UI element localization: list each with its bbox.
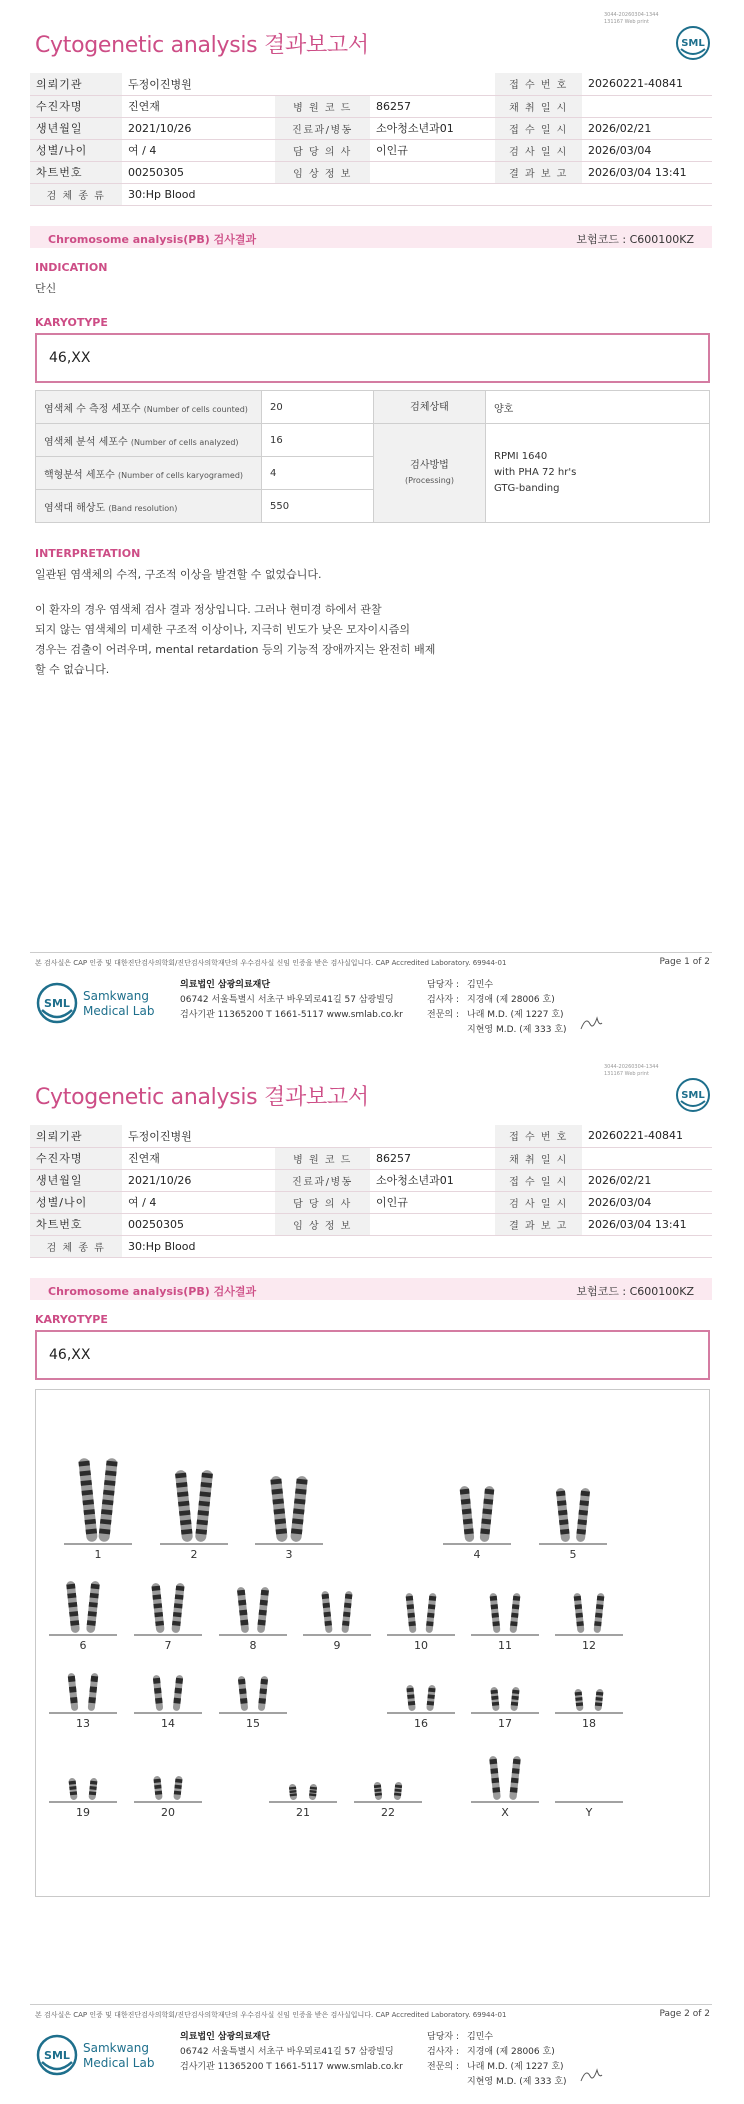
label-clinical-info: 임 상 정 보: [275, 1213, 370, 1235]
chromosome-label: 22: [381, 1806, 395, 1819]
label-collection-date: 채 취 일 시: [495, 95, 582, 117]
accreditation-note: 본 검사실은 CAP 인증 및 대한진단검사의학회/진단검사의학재단의 우수검사실 신임 인증을 받은 검사실입니다. CAP Accredited Laboratory. 69944-01: [35, 959, 507, 967]
value-result-report: 2026/03/04 13:41: [582, 161, 712, 183]
indication-text: 단신: [35, 282, 57, 295]
label-hospital-code: 병 원 코 드: [275, 95, 370, 117]
chromosome-label: Y: [585, 1806, 593, 1819]
chromosome-pair-19: [49, 1778, 117, 1819]
chromosome-pair-5: [539, 1488, 607, 1561]
label-test-date: 검 사 일 시: [495, 1191, 582, 1213]
label-birth-date: 생년월일: [30, 1169, 122, 1191]
svg-text:Medical Lab: Medical Lab: [83, 2056, 155, 2070]
value-department: 소아청소년과01: [370, 1169, 495, 1191]
table-row: [30, 1125, 712, 1147]
value-sex-age: 여 / 4: [122, 1191, 275, 1213]
label-birth-date: 생년월일: [30, 117, 122, 139]
table-row: [30, 183, 712, 205]
label-receipt-number: 접 수 번 호: [495, 1125, 582, 1147]
samkwang-logo-icon: [35, 980, 195, 1026]
label-sex-age: 성별/나이: [30, 139, 122, 161]
cells-karyogramed-label: 핵형분석 세포수 (Number of cells karyogramed): [36, 457, 262, 490]
chromosome-label: 4: [473, 1548, 481, 1561]
chromosome-label: 13: [76, 1717, 90, 1730]
interpretation-heading: INTERPRETATION: [35, 547, 141, 560]
chromosome-pair-9: [303, 1591, 371, 1652]
table-row: [30, 1213, 712, 1235]
chromosome-pair-3: [255, 1476, 323, 1561]
patient-info-table: [30, 1125, 712, 1258]
chromosome-pair-4: [443, 1486, 511, 1561]
chromosome-label: 16: [414, 1717, 428, 1730]
chromosome-pair-6: [49, 1581, 117, 1652]
print-meta: 3044-20260304-1344 131167 Web print: [604, 1064, 659, 1077]
cells-karyogramed-value: 4: [262, 457, 374, 490]
chromosome-pair-8: [219, 1587, 287, 1652]
label-chart-number: 차트번호: [30, 1213, 122, 1235]
value-chart-number: 00250305: [122, 161, 275, 183]
cell-count-table: [35, 390, 710, 523]
report-title: Cytogenetic analysis 결과보고서: [35, 33, 369, 58]
sml-logo-icon: [675, 1077, 711, 1113]
table-row: [30, 117, 712, 139]
chromosome-pair-17: [471, 1687, 539, 1730]
chromosome-label: 3: [285, 1548, 293, 1561]
label-receipt-number: 접 수 번 호: [495, 73, 582, 95]
label-department: 진료과/병동: [275, 117, 370, 139]
band-resolution-value: 550: [262, 490, 374, 523]
chromosome-pair-21: [269, 1784, 337, 1819]
interpretation-body: 이 환자의 경우 염색체 검사 결과 정상입니다. 그러나 현미경 하에서 관찰 되지 않는 염색체의 미세한 구조적 이상이나, 지극히 빈도가 낮은 모자이시즘의 경우는 검출이 어려우며, mental retardation 등의 기능적 장애까지는 완전히 배제 할 수 없습니다.: [35, 603, 436, 676]
interpretation-summary: 일관된 염색체의 수적, 구조적 이상을 발견할 수 없었습니다.: [35, 568, 322, 581]
value-birth-date: 2021/10/26: [122, 117, 275, 139]
label-hospital-code: 병 원 코 드: [275, 1147, 370, 1169]
staff-block: 담당자 : 김민수 검사자 : 지경애 (제 28006 호) 전문의 : 나래 M.D. (제 1227 호) 지현영 M.D. (제 333 호): [427, 980, 567, 1035]
chromosome-label: 21: [296, 1806, 310, 1819]
patient-info-table: [30, 73, 712, 206]
chromosome-label: 19: [76, 1806, 90, 1819]
staff-block: 담당자 : 김민수 검사자 : 지경애 (제 28006 호) 전문의 : 나래 M.D. (제 1227 호) 지현영 M.D. (제 333 호): [427, 2032, 567, 2087]
karyotype-value: 46,XX: [49, 350, 91, 366]
chromosome-label: 6: [79, 1639, 87, 1652]
cells-analyzed-value: 16: [262, 424, 374, 457]
chromosome-label: 9: [333, 1639, 341, 1652]
svg-text:SML: SML: [44, 2049, 70, 2062]
svg-text:Samkwang: Samkwang: [83, 2041, 149, 2055]
value-test-date: 2026/03/04: [582, 1191, 712, 1213]
chromosome-label: 8: [249, 1639, 257, 1652]
chromosome-label: 17: [498, 1717, 512, 1730]
value-sex-age: 여 / 4: [122, 139, 275, 161]
chromosome-label: X: [501, 1806, 509, 1819]
svg-text:Samkwang: Samkwang: [83, 989, 149, 1003]
chromosome-pair-2: [160, 1470, 228, 1561]
label-chart-number: 차트번호: [30, 161, 122, 183]
result-band: [30, 226, 712, 248]
karyotype-heading: KARYOTYPE: [35, 1313, 108, 1326]
sml-logo-icon: [675, 25, 711, 61]
label-patient-name: 수진자명: [30, 1147, 122, 1169]
label-physician: 담 당 의 사: [275, 139, 370, 161]
chromosome-label: 10: [414, 1639, 428, 1652]
cells-counted-value: 20: [262, 391, 374, 424]
indication-heading: INDICATION: [35, 261, 108, 274]
chromosome-pair-7: [134, 1583, 202, 1652]
svg-text:SML: SML: [44, 997, 70, 1010]
insurance-code: 보험코드 : C600100KZ: [576, 233, 694, 246]
value-physician: 이인규: [370, 1191, 495, 1213]
table-row: [30, 139, 712, 161]
karyotype-value: 46,XX: [49, 1347, 91, 1363]
label-requesting-institution: 의뢰기관: [30, 1125, 122, 1147]
cells-counted-label: 염색체 수 측정 세포수 (Number of cells counted): [36, 391, 262, 424]
specimen-status-label: 검체상태: [374, 391, 486, 424]
svg-text:SML: SML: [681, 1090, 705, 1101]
karyotype-box: [35, 1330, 710, 1380]
value-specimen-type: 30:Hp Blood: [122, 1235, 712, 1257]
value-collection-date: [582, 1147, 712, 1169]
processing-value: RPMI 1640 with PHA 72 hr's GTG-banding: [486, 424, 710, 523]
table-row: [30, 73, 712, 95]
table-row: [36, 391, 710, 424]
chromosome-label: 11: [498, 1639, 512, 1652]
table-row: [30, 1147, 712, 1169]
chromosome-pair-10: [387, 1593, 455, 1652]
insurance-code: 보험코드 : C600100KZ: [576, 1285, 694, 1298]
footer-divider: [30, 2004, 712, 2005]
label-physician: 담 당 의 사: [275, 1191, 370, 1213]
value-requesting-institution: 두정이진병원: [122, 73, 275, 95]
value-hospital-code: 86257: [370, 1147, 495, 1169]
value-birth-date: 2021/10/26: [122, 1169, 275, 1191]
value-receipt-number: 20260221-40841: [582, 73, 712, 95]
value-specimen-type: 30:Hp Blood: [122, 183, 712, 205]
result-band-title: Chromosome analysis(PB) 검사결과: [48, 1285, 257, 1298]
chromosome-pair-1: [64, 1458, 132, 1561]
label-collection-date: 채 취 일 시: [495, 1147, 582, 1169]
chromosome-pair-y: [555, 1802, 623, 1819]
report-title: Cytogenetic analysis 결과보고서: [35, 1085, 369, 1110]
label-result-report: 결 과 보 고: [495, 1213, 582, 1235]
value-hospital-code: 86257: [370, 95, 495, 117]
lab-address-block: 의료법인 삼광의료재단 06742 서울특별시 서초구 바우뫼로41길 57 삼광빌딩 검사기관 11365200 T 1661-5117 www.smlab.co.kr: [180, 980, 403, 1020]
value-result-report: 2026/03/04 13:41: [582, 1213, 712, 1235]
table-row: [30, 161, 712, 183]
karyogram-svg: [36, 1390, 709, 1896]
label-receipt-date: 접 수 일 시: [495, 117, 582, 139]
svg-text:Medical Lab: Medical Lab: [83, 1004, 155, 1018]
label-test-date: 검 사 일 시: [495, 139, 582, 161]
signature-icon: [578, 2064, 604, 2086]
samkwang-logo-icon: [35, 2032, 195, 2078]
report-page-2: [0, 1052, 744, 2104]
value-clinical-info: [370, 1213, 495, 1235]
table-row: [30, 95, 712, 117]
value-receipt-number: 20260221-40841: [582, 1125, 712, 1147]
chromosome-label: 1: [94, 1548, 102, 1561]
chromosome-label: 7: [164, 1639, 172, 1652]
karyotype-heading: KARYOTYPE: [35, 316, 108, 329]
accreditation-note: 본 검사실은 CAP 인증 및 대한진단검사의학회/진단검사의학재단의 우수검사실 신임 인증을 받은 검사실입니다. CAP Accredited Laboratory. 69944-01: [35, 2011, 507, 2019]
label-receipt-date: 접 수 일 시: [495, 1169, 582, 1191]
chromosome-label: 20: [161, 1806, 175, 1819]
band-resolution-label: 염색대 해상도 (Band resolution): [36, 490, 262, 523]
chromosome-label: 2: [190, 1548, 198, 1561]
label-specimen-type: 검 체 종 류: [30, 1235, 122, 1257]
chromosome-label: 5: [569, 1548, 577, 1561]
processing-label: 검사방법 (Processing): [374, 424, 486, 523]
value-receipt-date: 2026/02/21: [582, 117, 712, 139]
table-row: [36, 424, 710, 457]
cells-analyzed-label: 염색체 분석 세포수 (Number of cells analyzed): [36, 424, 262, 457]
chromosome-pair-x: [471, 1756, 539, 1819]
label-requesting-institution: 의뢰기관: [30, 73, 122, 95]
chromosome-pair-11: [471, 1593, 539, 1652]
svg-text:SML: SML: [681, 38, 705, 49]
value-patient-name: 진연재: [122, 95, 275, 117]
chromosome-label: 12: [582, 1639, 596, 1652]
table-row: [30, 1235, 712, 1257]
table-row: [30, 1169, 712, 1191]
chromosome-label: 14: [161, 1717, 175, 1730]
karyogram-image: [35, 1389, 710, 1897]
value-patient-name: 진연재: [122, 1147, 275, 1169]
label-patient-name: 수진자명: [30, 95, 122, 117]
chromosome-pair-22: [354, 1782, 422, 1819]
chromosome-pair-18: [555, 1689, 623, 1730]
chromosome-pair-16: [387, 1685, 455, 1730]
label-clinical-info: 임 상 정 보: [275, 161, 370, 183]
value-requesting-institution: 두정이진병원: [122, 1125, 275, 1147]
value-clinical-info: [370, 161, 495, 183]
label-result-report: 결 과 보 고: [495, 161, 582, 183]
value-test-date: 2026/03/04: [582, 139, 712, 161]
signature-icon: [578, 1012, 604, 1034]
karyotype-box: [35, 333, 710, 383]
result-band-title: Chromosome analysis(PB) 검사결과: [48, 233, 257, 246]
chromosome-pair-12: [555, 1593, 623, 1652]
chromosome-label: 15: [246, 1717, 260, 1730]
chromosome-pair-14: [134, 1675, 202, 1730]
page-number: Page 2 of 2: [659, 2009, 710, 2019]
specimen-status-value: 양호: [486, 391, 710, 424]
lab-address-block: 의료법인 삼광의료재단 06742 서울특별시 서초구 바우뫼로41길 57 삼광빌딩 검사기관 11365200 T 1661-5117 www.smlab.co.kr: [180, 2032, 403, 2072]
footer-divider: [30, 952, 712, 953]
value-collection-date: [582, 95, 712, 117]
label-sex-age: 성별/나이: [30, 1191, 122, 1213]
value-receipt-date: 2026/02/21: [582, 1169, 712, 1191]
print-meta: 3044-20260304-1344 131167 Web print: [604, 12, 659, 25]
table-row: [30, 1191, 712, 1213]
label-specimen-type: 검 체 종 류: [30, 183, 122, 205]
value-department: 소아청소년과01: [370, 117, 495, 139]
value-chart-number: 00250305: [122, 1213, 275, 1235]
label-department: 진료과/병동: [275, 1169, 370, 1191]
chromosome-pair-20: [134, 1776, 202, 1819]
chromosome-pair-15: [219, 1676, 287, 1730]
chromosome-pair-13: [49, 1673, 117, 1730]
result-band: [30, 1278, 712, 1300]
chromosome-label: 18: [582, 1717, 596, 1730]
value-physician: 이인규: [370, 139, 495, 161]
page-number: Page 1 of 2: [659, 957, 710, 967]
